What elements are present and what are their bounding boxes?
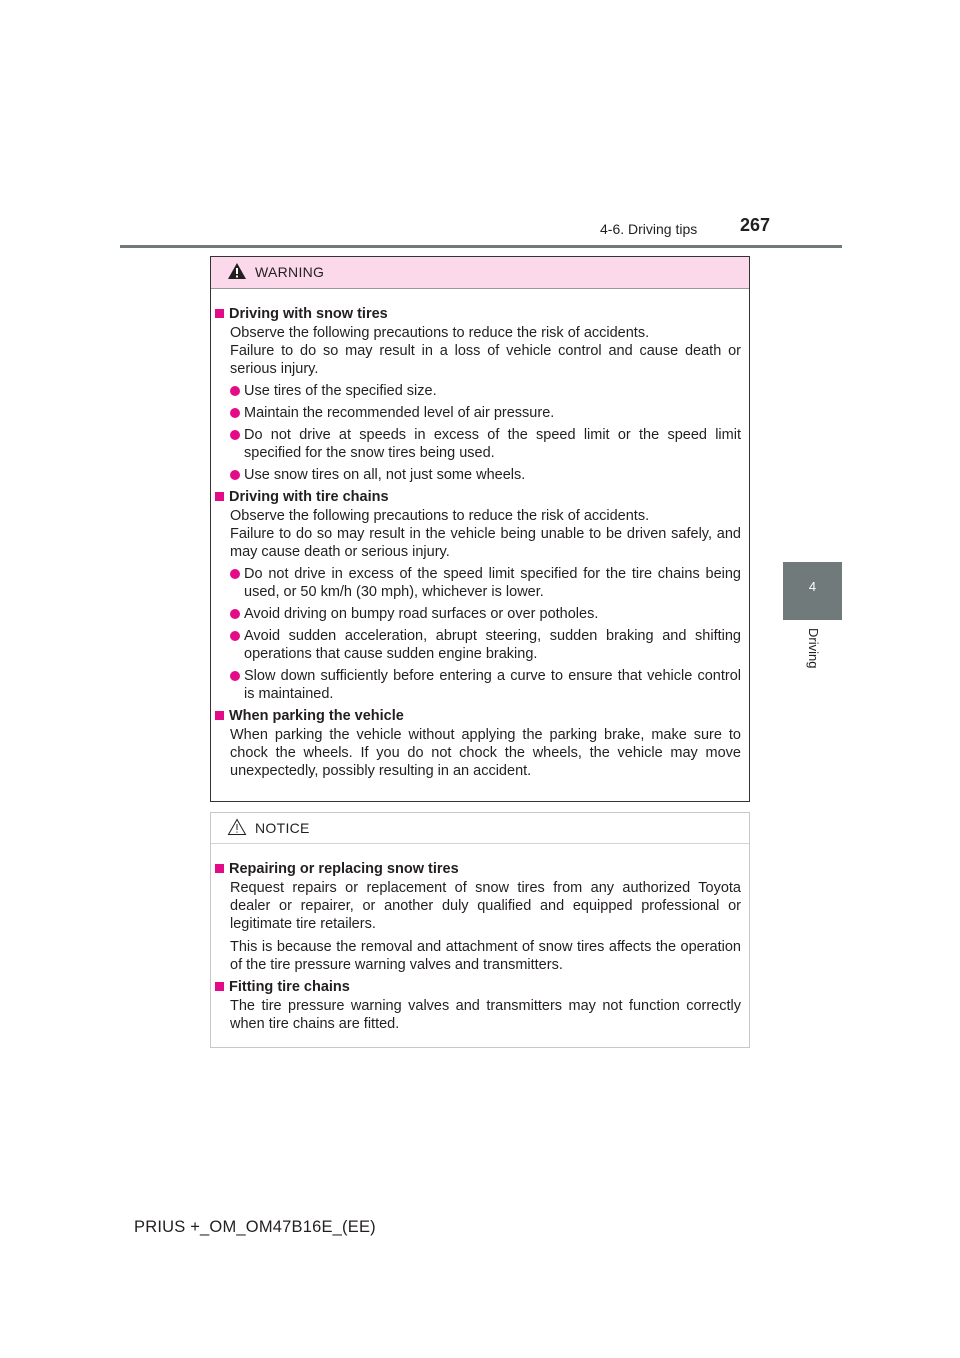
notice-title: NOTICE [255,820,310,836]
list-item: Avoid driving on bumpy road surfaces or over potholes. [215,605,741,623]
list-item: Do not drive in excess of the speed limit specified for the tire chains being used, or 50 km/h (30 mph), whichever is lower. [215,565,741,601]
warning-section [215,488,741,703]
caution-triangle-icon [227,818,247,836]
dot-bullet-icon [230,569,240,579]
notice-header [211,813,749,844]
list-item: Do not drive at speeds in excess of the speed limit or the speed limit specified for the snow tires being used. [215,426,741,462]
section-paragraph: This is because the removal and attachment of snow tires affects the operation of the tire pressure warning valves and transmitters. [230,939,741,973]
warning-triangle-icon [227,262,247,280]
section-heading: Driving with tire chains [215,488,741,506]
list-item: Maintain the recommended level of air pressure. [215,404,741,422]
section-heading: Fitting tire chains [215,978,741,996]
warning-title: WARNING [255,264,325,280]
dot-bullet-icon [230,470,240,480]
document-code: PRIUS +_OM_OM47B16E_(EE) [134,1218,376,1236]
list-item: Avoid sudden acceleration, abrupt steering, sudden braking and shifting operations that cause sudden engine braking. [215,627,741,663]
section-paragraph: Observe the following precautions to reduce the risk of accidents. Failure to do so may result in a loss of vehicle control and cause death or serious injury. [230,325,741,377]
notice-box [210,812,750,1048]
notice-content [211,844,749,1033]
section-title: 4-6. Driving tips [600,221,698,237]
section-heading: When parking the vehicle [215,707,741,725]
section-paragraph: The tire pressure warning valves and transmitters may not function correctly when tire chains are fitted. [230,998,741,1032]
list-item: Use tires of the specified size. [215,382,741,400]
chapter-label: Driving [806,628,821,669]
dot-bullet-icon [230,671,240,681]
dot-bullet-icon [230,386,240,396]
chapter-number: 4 [808,579,817,594]
section-heading: Driving with snow tires [215,305,741,323]
dot-bullet-icon [230,430,240,440]
page-number: 267 [740,215,771,235]
warning-section [215,305,741,484]
square-bullet-icon [215,492,224,501]
list-item: Use snow tires on all, not just some wheels. [215,466,741,484]
notice-section [215,860,741,974]
square-bullet-icon [215,982,224,991]
square-bullet-icon [215,864,224,873]
warning-content [211,289,749,780]
dot-bullet-icon [230,631,240,641]
list-item: Slow down sufficiently before entering a curve to ensure that vehicle control is maintained. [215,667,741,703]
section-paragraph: When parking the vehicle without applying the parking brake, make sure to chock the wheels. If you do not chock the wheels, the vehicle may move unexpectedly, possibly resulting in an accident. [230,727,741,779]
warning-box [210,256,750,802]
square-bullet-icon [215,309,224,318]
section-heading: Repairing or replacing snow tires [215,860,741,878]
header-rule [120,245,842,248]
section-paragraph: Observe the following precautions to reduce the risk of accidents. Failure to do so may result in the vehicle being unable to be driven safely, and may cause death or serious injury. [230,508,741,560]
chapter-tab [783,562,842,620]
dot-bullet-icon [230,609,240,619]
warning-header [211,257,749,289]
notice-section [215,978,741,1033]
section-paragraph: Request repairs or replacement of snow tires from any authorized Toyota dealer or repairer, or another duly qualified and equipped professional or legitimate tire retailers. [230,880,741,932]
warning-section [215,707,741,780]
square-bullet-icon [215,711,224,720]
dot-bullet-icon [230,408,240,418]
